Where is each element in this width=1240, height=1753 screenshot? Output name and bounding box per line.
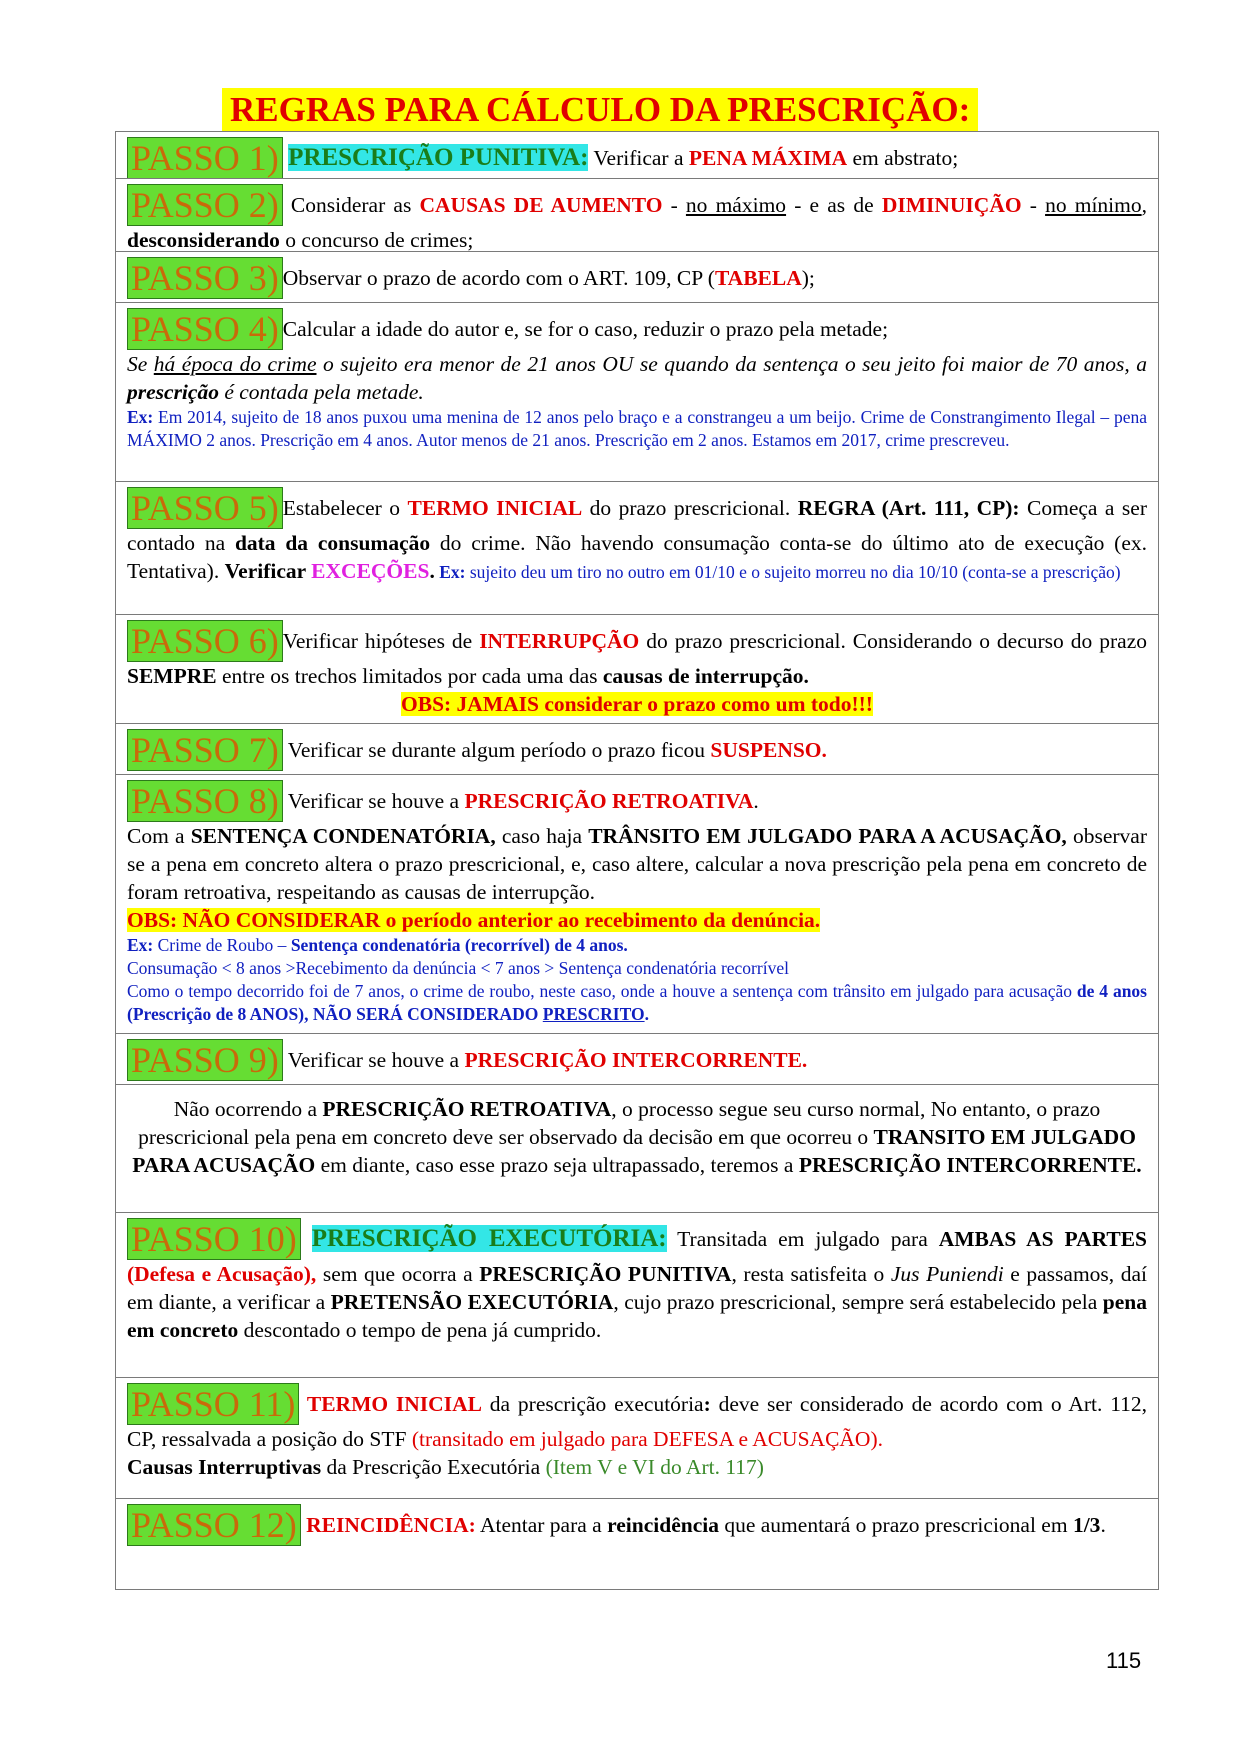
text: PRESCRIÇÃO INTERCORRENTE. [798, 1153, 1142, 1177]
text: Transitada em julgado para [666, 1227, 939, 1251]
step-11 [116, 1378, 1158, 1499]
text: Verificar hipóteses de [282, 629, 480, 653]
step-label: PASSO 11) [127, 1383, 299, 1425]
text: REGRA (Art. 111, CP): [797, 496, 1020, 520]
text: Estabelecer o [282, 496, 408, 520]
example: sujeito deu um tiro no outro em 01/10 e o sujeito morreu no dia 10/10 (conta-se a prescrição) [465, 562, 1121, 582]
text: prescrição [127, 380, 219, 404]
step-2 [116, 179, 1158, 252]
highlight: PRESCRIÇÃO INTERCORRENTE. [464, 1048, 808, 1072]
text: - [1021, 193, 1046, 217]
text: causas de interrupção. [602, 664, 809, 688]
highlight: DIMINUIÇÃO [881, 193, 1022, 217]
text: Causas Interruptivas [127, 1455, 322, 1479]
text: Começa a ser contado na [127, 496, 1148, 555]
text: Verificar se houve a [282, 789, 465, 813]
text: pena em concreto [127, 1290, 1147, 1342]
step-label: PASSO 3) [127, 257, 283, 299]
text: Com a [127, 824, 191, 848]
step-8 [116, 775, 1158, 1034]
step-label: PASSO 9) [127, 1039, 283, 1081]
text: TRÂNSITO EM JULGADO PARA A ACUSAÇÃO, [588, 824, 1067, 848]
text: - [662, 193, 686, 217]
step-4 [116, 303, 1158, 482]
highlight: REINCIDÊNCIA: [300, 1513, 476, 1537]
step-heading: PRESCRIÇÃO EXECUTÓRIA: [311, 1225, 667, 1252]
text: : [703, 1392, 711, 1416]
step-6 [116, 615, 1158, 724]
text: descontado o tempo de pena já cumprido. [238, 1318, 602, 1342]
page-number: 115 [1106, 1648, 1142, 1673]
obs-note: OBS: JAMAIS considerar o prazo como um todo!!! [401, 692, 873, 716]
text: SENTENÇA CONDENATÓRIA, [190, 824, 496, 848]
highlight: PRESCRIÇÃO RETROATIVA [464, 789, 754, 813]
text: entre os trechos limitados por cada uma das [216, 664, 603, 688]
page-title: REGRAS PARA CÁLCULO DA PRESCRIÇÃO: [222, 88, 978, 132]
text: 1/3 [1072, 1513, 1101, 1537]
text: Verificar [224, 559, 312, 583]
text: que aumentará o prazo prescricional em [718, 1513, 1073, 1537]
step-label: PASSO 12) [127, 1504, 301, 1546]
highlight: SUSPENSO. [710, 738, 827, 762]
text: e passamos, daí em diante, a verificar a [127, 1262, 1147, 1314]
text: da Prescrição Executória [321, 1455, 546, 1479]
text: Verificar se houve a [282, 1048, 465, 1072]
highlight: TABELA [714, 266, 802, 290]
step-label: PASSO 4) [127, 308, 283, 350]
highlight: PENA MÁXIMA [688, 146, 848, 170]
text: desconsiderando [127, 228, 280, 252]
text: (Item V e VI do Art. 117) [545, 1455, 764, 1479]
text: , cujo prazo prescricional, sempre será estabelecido pela [613, 1290, 1103, 1314]
step-label: PASSO 7) [127, 729, 283, 771]
step-12 [116, 1499, 1158, 1589]
highlight: (Defesa e Acusação), [127, 1262, 317, 1286]
text: Verificar a [588, 146, 689, 170]
highlight: TERMO INICIAL [407, 496, 583, 520]
text: PRETENSÃO EXECUTÓRIA [330, 1290, 614, 1314]
step-10 [116, 1213, 1158, 1378]
text: AMBAS AS PARTES [938, 1227, 1148, 1251]
step-9-detail [116, 1085, 1158, 1213]
step-label: PASSO 6) [127, 620, 283, 662]
text: , [1141, 193, 1147, 217]
step-heading: PRESCRIÇÃO PUNITIVA: [288, 144, 589, 171]
text: Verificar se durante algum período o prazo ficou [282, 738, 711, 762]
rules-table [115, 131, 1159, 1590]
text: em abstrato; [847, 146, 959, 170]
text: ); [801, 266, 815, 290]
text: caso haja [495, 824, 589, 848]
text: do crime. Não havendo consumação conta-se do último ato de execução (ex. Tentativa). [127, 531, 1147, 583]
highlight: EXCEÇÕES [311, 559, 430, 583]
highlight: (transitado em julgado para DEFESA e ACUSAÇÃO). [411, 1427, 883, 1451]
step-5 [116, 482, 1158, 615]
step-label: PASSO 8) [127, 780, 283, 822]
step-label: PASSO 10) [127, 1218, 301, 1260]
text: TRANSITO EM JULGADO PARA ACUSAÇÃO [132, 1125, 1136, 1177]
text: . [1100, 1513, 1106, 1537]
text: sem que ocorra a [316, 1262, 480, 1286]
step-1 [116, 132, 1158, 179]
step-label: PASSO 5) [127, 487, 283, 529]
text: - e as de [786, 193, 882, 217]
example: Ex: Crime de Roubo – Sentença condenatória (recorrível) de 4 anos. Consumação < 8 anos >Recebimento da denúncia < 7 anos > Sentença condenatória recorrível Como o tempo decorrido foi de 7 anos, o crime de roubo, neste caso, onde a houve a sentença com trânsito em julgado para acusação de 4 anos (Prescrição de 8 ANOS), NÃO SERÁ CONSIDERADO PRESCRITO. [127, 935, 1147, 1024]
step-3 [116, 252, 1158, 303]
text: deve ser considerado de acordo com o Art. 112, CP, ressalvada a posição do STF [127, 1392, 1148, 1451]
example: Ex: Em 2014, sujeito de 18 anos puxou uma menina de 12 anos pelo braço e a constrangeu a um beijo. Crime de Constrangimento Ilegal – pena MÁXIMO 2 anos. Prescrição em 4 anos. Autor menos de 21 anos. Prescrição em 2 anos. Estamos em 2017, crime prescreveu. [127, 407, 1147, 450]
example-label: Ex: [434, 562, 466, 582]
step-label: PASSO 1) [127, 137, 283, 179]
highlight: CAUSAS DE AUMENTO [419, 193, 663, 217]
text: em diante, caso esse prazo seja ultrapassado, teremos a [315, 1153, 799, 1177]
text: da prescrição executória [481, 1392, 704, 1416]
step-label: PASSO 2) [127, 184, 283, 226]
text: data da consumação [234, 531, 431, 555]
step-7 [116, 724, 1158, 775]
text: o sujeito era menor de 21 anos OU se quando da sentença o seu jeito foi maior de 70 anos, a [316, 352, 1147, 376]
text: PRESCRIÇÃO PUNITIVA [479, 1262, 732, 1286]
text: Atentar para a [475, 1513, 608, 1537]
highlight: INTERRUPÇÃO [479, 629, 640, 653]
text: no máximo [685, 193, 787, 217]
text: SEMPRE [127, 664, 217, 688]
text: reincidência [607, 1513, 719, 1537]
text: do prazo prescricional. Considerando o decurso do prazo [639, 629, 1147, 653]
text: Considerar as [282, 193, 420, 217]
text: no mínimo [1045, 193, 1142, 217]
text: Jus Puniendi [890, 1262, 1004, 1286]
step-9 [116, 1034, 1158, 1085]
obs-note: OBS: NÃO CONSIDERAR o período anterior ao recebimento da denúncia. [127, 908, 821, 932]
text: PRESCRIÇÃO RETROATIVA [322, 1097, 612, 1121]
text: Observar o prazo de acordo com o ART. 109, CP ( [282, 266, 715, 290]
text: . [429, 559, 435, 583]
text: observar se a pena em concreto altera o prazo prescricional, e, caso altere, calcular a nova prescrição pela pena em concreto de foram retroativa, respeitando as causas de interrupção. [127, 824, 1147, 904]
highlight: TERMO INICIAL [299, 1392, 482, 1416]
text: , o processo segue seu curso normal, No entanto, o prazo prescricional pela pena em concreto deve ser observado da decisão em que ocorreu o [138, 1097, 1101, 1149]
text: é contada pela metade. [218, 380, 424, 404]
text: Calcular a idade do autor e, se for o caso, reduzir o prazo pela metade; [282, 317, 889, 341]
text: do prazo prescricional. [582, 496, 798, 520]
text: o concurso de crimes; [279, 228, 474, 252]
text: , resta satisfeita o [731, 1262, 891, 1286]
text: Não ocorrendo a [173, 1097, 323, 1121]
text: há época do crime [153, 352, 317, 376]
text: Se [127, 352, 154, 376]
text: . [753, 789, 759, 813]
